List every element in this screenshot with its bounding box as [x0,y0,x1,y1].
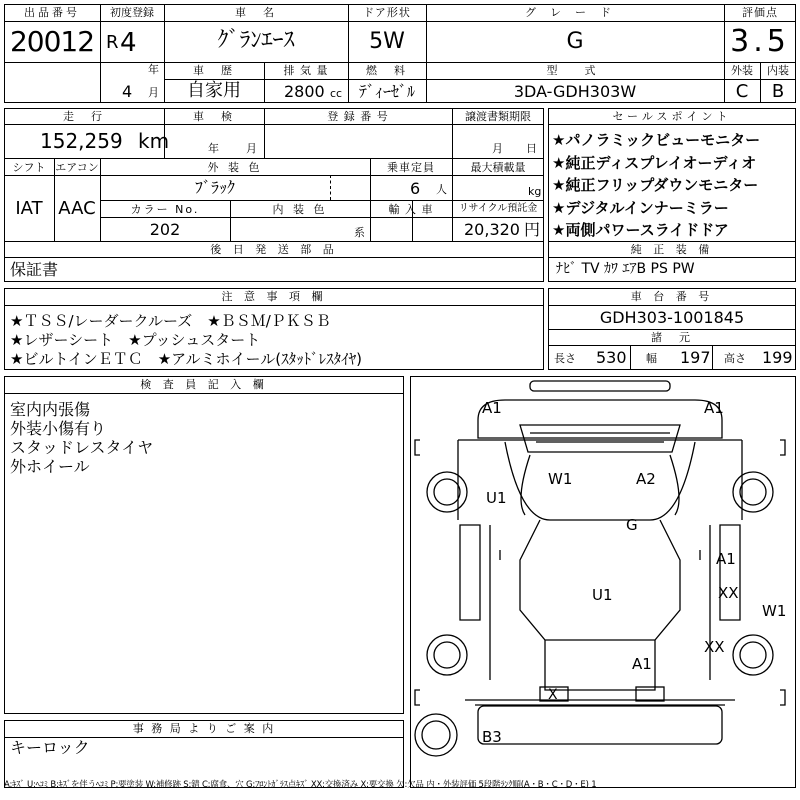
note-line: ★ビルトインＥＴＣ ★アルミホイール(ｽﾀｯﾄﾞﾚｽﾀｲﾔ) [10,350,362,368]
name-label: 車 名 [235,6,277,19]
exterior-grade: C [735,81,749,102]
import-label: 輸 入 車 [388,203,434,216]
color-label: 外 装 色 [207,161,263,174]
length: 530 [596,348,627,367]
reg-label: 初度登録 [110,6,154,19]
transfer-month-unit: 月 [492,142,503,155]
damage-code: XX [704,638,725,656]
mileage-unit: km [138,129,170,153]
legend: A:ｷｽﾞ U:ﾍｺﾐ B:ｷｽﾞを伴うﾍｺﾐ P:要塗装 W:補修跡 S:錆 C:腐食、穴 G:ﾌﾛﾝﾄｶﾞﾗｽ点ｷｽﾞ XX:交換済み X:要交換 欠:欠品 内・外装評価 5段階ﾗﾝｸ順(A・B・C・D・E) 1 [4,780,597,790]
damage-code: G [626,516,638,534]
inspector-line: 外ホイール [10,457,90,476]
capacity-label: 乗車定員 [387,161,435,174]
interior-label: 内装 [767,64,789,77]
shift-label: シフト [12,161,46,174]
ac: AAC [58,198,96,219]
transfer-day-unit: 日 [526,142,537,155]
damage-code: X [548,687,558,703]
damage-code: A1 [632,655,652,673]
note-line: ★ＴＳＳ/レーダークルーズ ★ＢＳＭ/ＰＫＳＢ [10,312,331,330]
lot-number: 20012 [9,25,95,58]
length-label: 長さ [554,352,576,365]
width: 197 [680,348,711,367]
damage-code: W1 [548,470,573,488]
history-label: 車 歴 [193,64,235,77]
displacement-label: 排 気 量 [283,64,329,77]
equipment: ﾅﾋﾞ TV ｶﾜ ｴｱB PS PW [556,261,695,277]
inspector-line: スタッドレスタイヤ [10,438,154,457]
note-line: ★レザーシート ★プッシュスタート [10,331,261,349]
load-unit: kg [528,185,542,198]
month-unit: 月 [148,86,159,99]
inspection-year-unit: 年 [208,142,219,155]
transfer-label: 譲渡書類期限 [465,110,531,123]
inspector-line: 室内内張傷 [10,400,91,419]
door-label: ドア形状 [363,6,411,19]
plate-label: 登 録 番 号 [327,110,389,123]
model: 3DA-GDH303W [513,82,637,101]
grade-label: グレード [525,6,625,19]
color-no: 202 [149,220,181,239]
capacity-unit: 人 [436,183,447,196]
office-label: 事 務 局 よ り ご 案 内 [132,722,276,735]
damage-code: A2 [636,470,656,488]
mileage: 152,259 [40,129,123,153]
displacement-unit: cc [330,87,343,100]
height: 199 [762,348,793,367]
sales-point: ★純正フリップダウンモニター [552,176,759,194]
grade: G [566,29,584,54]
door-type: 5W [369,29,405,54]
damage-code: B3 [482,728,502,746]
fuel: ﾃﾞｨｰｾﾞﾙ [358,82,415,101]
load-label: 最大積載量 [470,161,526,174]
reg-year: 4 [120,28,137,58]
model-label: 型 式 [546,64,604,77]
damage-code: U1 [592,586,613,604]
parts-label: 後 日 発 送 部 品 [210,243,338,256]
shift: IAT [15,198,43,219]
recycle-deposit: 20,320 [464,220,520,239]
sales-point: ★デジタルインナーミラー [552,198,729,217]
parts: 保証書 [10,260,59,279]
score-label: 評価点 [742,6,778,19]
sales-label: セールスポイント [612,110,732,123]
inspector-label: 検 査 員 記 入 欄 [140,378,268,391]
width-label: 幅 [646,352,657,365]
equipment-label: 純 正 装 備 [630,243,714,256]
damage-code: A1 [482,399,502,417]
damage-code: W1 [762,602,787,620]
exterior-label: 外装 [731,64,753,77]
capacity: 6 [410,179,421,198]
car-name: ｸﾞﾗﾝｴｰｽ [217,28,295,53]
interior-grade: B [771,81,785,102]
sales-point: ★純正ディスプレイオーディオ [552,153,757,172]
score: 3.5 [730,24,790,59]
era: R [106,32,119,53]
recycle-unit: 円 [524,220,541,239]
interior-color-unit: 系 [354,226,365,239]
lot-label: 出品番号 [24,6,80,19]
damage-code: U1 [486,489,507,507]
exterior-color: ﾌﾞﾗｯｸ [194,178,235,197]
chassis-number: GDH303-1001845 [599,308,745,327]
inspection-label: 車 検 [193,110,235,123]
recycle-label: リサイクル預託金 [458,203,538,214]
office-note: キーロック [10,738,90,757]
inspector-line: 外装小傷有り [10,419,107,438]
damage-code: A1 [704,399,724,417]
year-unit: 年 [148,63,159,76]
history: 自家用 [187,80,241,101]
height-label: 高さ [724,352,746,365]
damage-code: A1 [716,550,736,568]
interior-color-label: 内 装 色 [272,203,328,216]
chassis-label: 車 台 番 号 [630,290,714,303]
notes-label: 注 意 事 項 欄 [221,290,327,303]
mileage-label: 走 行 [63,110,105,123]
spec-label: 諸 元 [651,331,693,344]
damage-code: XX [718,584,739,602]
fuel-label: 燃 料 [366,64,408,77]
reg-month: 4 [122,82,133,101]
displacement: 2800 [284,82,325,101]
inspection-month-unit: 月 [246,142,257,155]
color-no-label: カラー No. [130,203,200,216]
sales-point: ★両側パワースライドドア [552,221,729,239]
sales-point: ★パノラミックビューモニター [552,131,761,149]
ac-label: エアコン [55,161,99,174]
